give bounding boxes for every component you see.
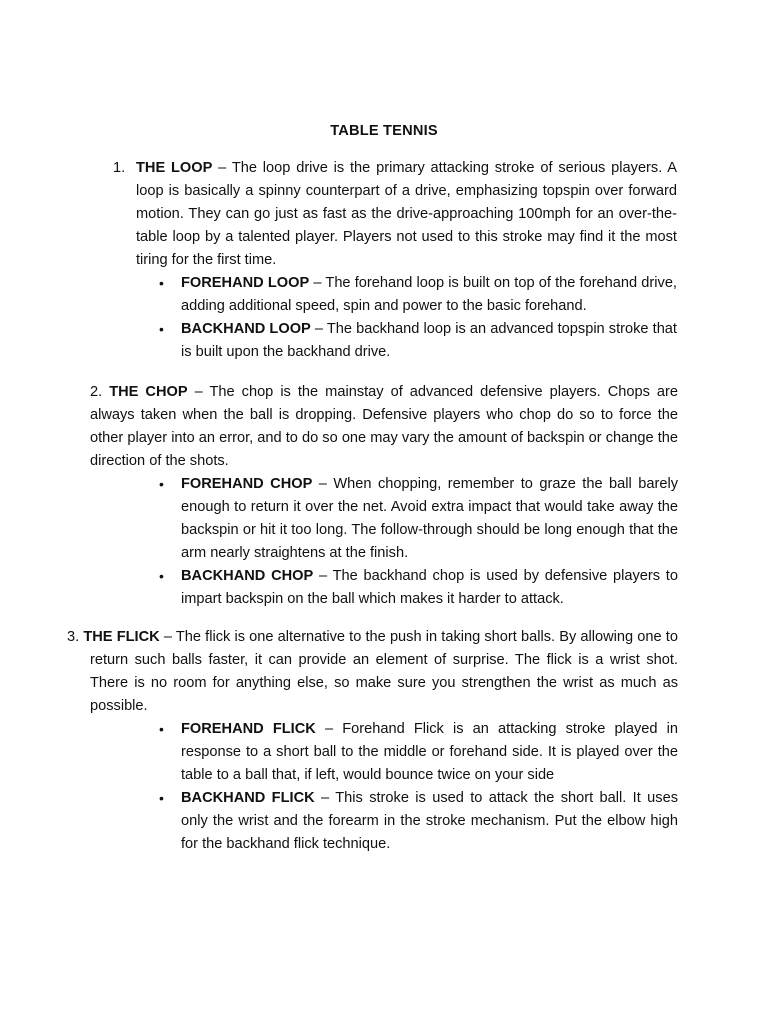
subtopic-heading: BACKHAND FLICK: [181, 790, 315, 806]
bullet-icon: •: [159, 790, 164, 806]
bullet-icon: •: [159, 275, 164, 291]
list-item: [159, 787, 678, 856]
subtopic-body: The backhand loop is an advanced topspin stroke that is built upon the backhand drive.: [181, 321, 677, 360]
list-item: [159, 718, 679, 787]
page-title: TABLE TENNIS: [330, 123, 438, 139]
section-number: 3.: [67, 629, 80, 645]
section-body: The flick is one alternative to the push in taking short balls. By allowing one to return such balls faster, it can provide an element of surprise. The flick is a wrist shot. There is no room for anything else, so make sure you strengthen the wrist as much as possible.: [90, 629, 678, 714]
subtopic-heading: BACKHAND LOOP: [181, 321, 311, 337]
heading-dash: –: [315, 721, 343, 737]
section-heading: THE LOOP: [136, 160, 213, 176]
subtopic-body: The backhand chop is used by defensive players to impart backspin on the ball which makes it harder to attack.: [181, 568, 678, 607]
bullet-icon: •: [159, 568, 164, 584]
section-paragraph: [67, 381, 678, 473]
bullet-icon: •: [159, 721, 164, 737]
section-the-flick: [67, 626, 678, 856]
subtopic-heading: BACKHAND CHOP: [181, 568, 314, 584]
heading-dash: –: [159, 629, 176, 645]
bullet-icon: •: [159, 321, 164, 337]
list-item: [159, 565, 678, 611]
heading-dash: –: [310, 321, 327, 337]
subtopic-heading: FOREHAND FLICK: [181, 721, 316, 737]
subtopic-heading: FOREHAND CHOP: [181, 476, 313, 492]
section-body: The loop drive is the primary attacking stroke of serious players. A loop is basically a spinny counterpart of a drive, emphasizing topspin over forward motion. They can go just as fast as the drive-approaching 100mph for an over-the-table loop by a talented player. Players not used to this stroke may find it the most tiring for the first time.: [136, 160, 678, 268]
heading-dash: –: [187, 384, 210, 400]
subtopic-body: The forehand loop is built on top of the forehand drive, adding additional speed, spin and power to the basic forehand.: [181, 275, 677, 314]
list-item: [159, 318, 677, 364]
section-number: 2.: [90, 384, 103, 400]
section-number: 1.: [113, 160, 126, 176]
section-paragraph: [136, 157, 677, 272]
subtopic-heading: FOREHAND LOOP: [181, 275, 310, 291]
subtopic-list: [159, 473, 678, 611]
subtopic-body: Forehand Flick is an attacking stroke played in response to a short ball to the middle or forehand side. It is played over the table to a ball that, if left, would bounce twice on your side: [181, 721, 679, 783]
section-heading: THE FLICK: [83, 629, 160, 645]
list-item: [159, 272, 677, 318]
section-paragraph: [67, 626, 678, 718]
section-the-loop: [113, 157, 677, 364]
heading-dash: –: [314, 790, 336, 806]
bullet-icon: •: [159, 476, 164, 492]
heading-dash: –: [313, 568, 333, 584]
heading-dash: –: [212, 160, 232, 176]
section-the-chop: [67, 381, 678, 611]
section-body: The chop is the mainstay of advanced defensive players. Chops are always taken when the ball is dropping. Defensive players who chop do so to force the other player into an error, and to do so one may vary the amount of backspin or change the direction of the shots.: [90, 384, 679, 469]
subtopic-body: When chopping, remember to graze the ball barely enough to return it over the net. Avoid extra impact that would take away the backspin or hit it too long. The follow-through should be long enough that the arm nearly straightens at the finish.: [181, 476, 678, 561]
section-heading: THE CHOP: [109, 384, 188, 400]
heading-dash: –: [312, 476, 334, 492]
list-item: [159, 473, 678, 565]
subtopic-body: This stroke is used to attack the short ball. It uses only the wrist and the forearm in the stroke mechanism. Put the elbow high for the backhand flick technique.: [181, 790, 678, 852]
heading-dash: –: [309, 275, 326, 291]
subtopic-list: [159, 718, 679, 856]
subtopic-list: [159, 272, 677, 364]
